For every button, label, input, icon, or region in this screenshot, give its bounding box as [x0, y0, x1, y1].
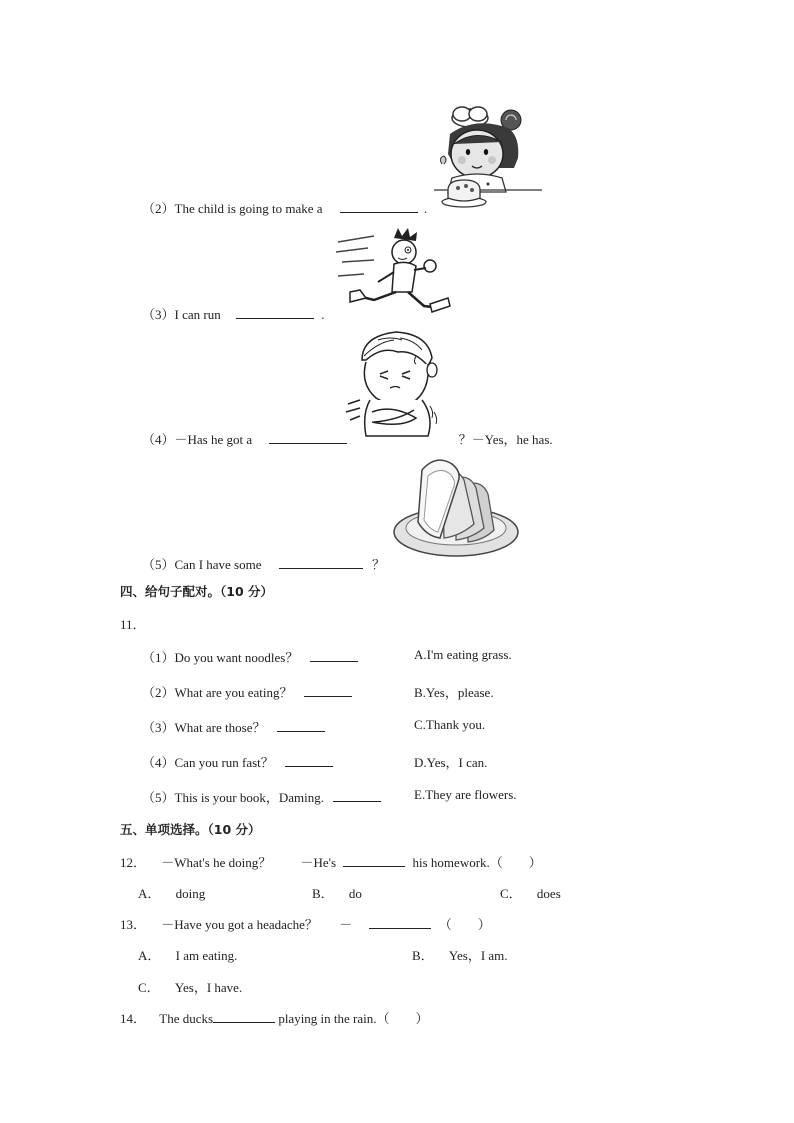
- bread-plate-image: [392, 456, 522, 560]
- option-13-c-text: Yes，I have.: [174, 980, 243, 995]
- option-12-a-label: A．: [138, 886, 161, 901]
- match-left-3: [142, 717, 325, 736]
- match-right-c: C.Thank you.: [414, 717, 486, 732]
- match-blank-1[interactable]: [310, 649, 358, 662]
- question-3-text: （3）I can run: [142, 307, 221, 322]
- answer-blank-2[interactable]: [340, 200, 418, 213]
- question-13-part-b: －: [339, 917, 353, 932]
- question-12-part-c: his homework.（ ）: [412, 855, 542, 870]
- section-4-heading: 四、给句子配对。（10 分）: [120, 584, 273, 599]
- question-14-part-c: playing in the rain.（ ）: [278, 1011, 429, 1026]
- question-14: [120, 1008, 429, 1027]
- question-2-text: （2）The child is going to make a: [142, 201, 323, 216]
- running-boy-image: [334, 226, 454, 316]
- option-12-b[interactable]: [312, 883, 362, 902]
- option-13-a-label: A．: [138, 948, 161, 963]
- match-left-5-text: （5）This is your book，Daming.: [142, 790, 324, 805]
- question-5-end: ？: [372, 557, 386, 572]
- answer-blank-5[interactable]: [279, 556, 363, 569]
- match-blank-2[interactable]: [304, 684, 352, 697]
- match-left-2-text: （2）What are you eating？: [142, 685, 293, 700]
- match-left-1-text: （1）Do you want noodles？: [142, 650, 299, 665]
- match-right-e: E.They are flowers.: [414, 787, 517, 802]
- question-12-part-b: －He's: [300, 855, 337, 870]
- question-12-part-a: －What's he doing？: [161, 855, 272, 870]
- answer-blank-4[interactable]: [269, 431, 347, 444]
- match-right-a: A.I'm eating grass.: [414, 647, 512, 662]
- answer-blank-13[interactable]: [369, 916, 431, 929]
- match-blank-5[interactable]: [333, 789, 381, 802]
- option-12-c-label: C．: [500, 886, 522, 901]
- question-3-end: .: [321, 307, 325, 322]
- question-4-end: ？－Yes，he has.: [458, 432, 553, 447]
- option-13-b[interactable]: [412, 945, 508, 964]
- cold-boy-image: [344, 330, 444, 438]
- question-11-number: 11．: [120, 617, 146, 632]
- question-13-part-c: （ ）: [438, 917, 491, 932]
- option-13-c-label: C．: [138, 980, 160, 995]
- option-13-a[interactable]: [138, 945, 237, 964]
- option-13-b-label: B．: [412, 948, 434, 963]
- match-left-5: [142, 787, 381, 806]
- option-12-b-label: B．: [312, 886, 334, 901]
- match-left-4: [142, 752, 333, 771]
- option-12-c-text: does: [536, 886, 561, 901]
- question-2-end: .: [424, 201, 428, 216]
- child-chef-cake-image: [432, 104, 544, 208]
- question-4: [142, 429, 553, 448]
- question-3: [142, 304, 324, 323]
- match-blank-4[interactable]: [285, 754, 333, 767]
- question-2: [142, 198, 427, 217]
- option-12-b-text: do: [348, 886, 362, 901]
- match-left-2: [142, 682, 352, 701]
- answer-blank-12[interactable]: [343, 854, 405, 867]
- match-left-1: [142, 647, 358, 666]
- question-12: [120, 852, 542, 871]
- question-13-part-a: －Have you got a headache？: [161, 917, 318, 932]
- match-left-3-text: （3）What are those？: [142, 720, 266, 735]
- option-12-a[interactable]: [138, 883, 205, 902]
- question-13-number: 13．: [120, 917, 147, 932]
- match-right-d: D.Yes，I can.: [414, 755, 488, 770]
- option-12-c[interactable]: [500, 883, 561, 902]
- question-12-number: 12．: [120, 855, 147, 870]
- option-13-a-text: I am eating.: [175, 948, 238, 963]
- question-5: [142, 554, 385, 573]
- match-right-b: B.Yes，please.: [414, 685, 494, 700]
- question-5-text: （5）Can I have some: [142, 557, 262, 572]
- question-13: [120, 914, 491, 933]
- section-5-heading: 五、单项选择。（10 分）: [120, 822, 261, 837]
- option-13-c[interactable]: [138, 977, 242, 996]
- match-left-4-text: （4）Can you run fast？: [142, 755, 274, 770]
- answer-blank-14[interactable]: [213, 1010, 275, 1023]
- question-14-part-a: The ducks: [159, 1011, 214, 1026]
- option-13-b-text: Yes，I am.: [448, 948, 508, 963]
- match-blank-3[interactable]: [277, 719, 325, 732]
- option-12-a-text: doing: [175, 886, 206, 901]
- answer-blank-3[interactable]: [236, 306, 314, 319]
- question-14-number: 14．: [120, 1011, 147, 1026]
- question-4-text: （4）－Has he got a: [142, 432, 253, 447]
